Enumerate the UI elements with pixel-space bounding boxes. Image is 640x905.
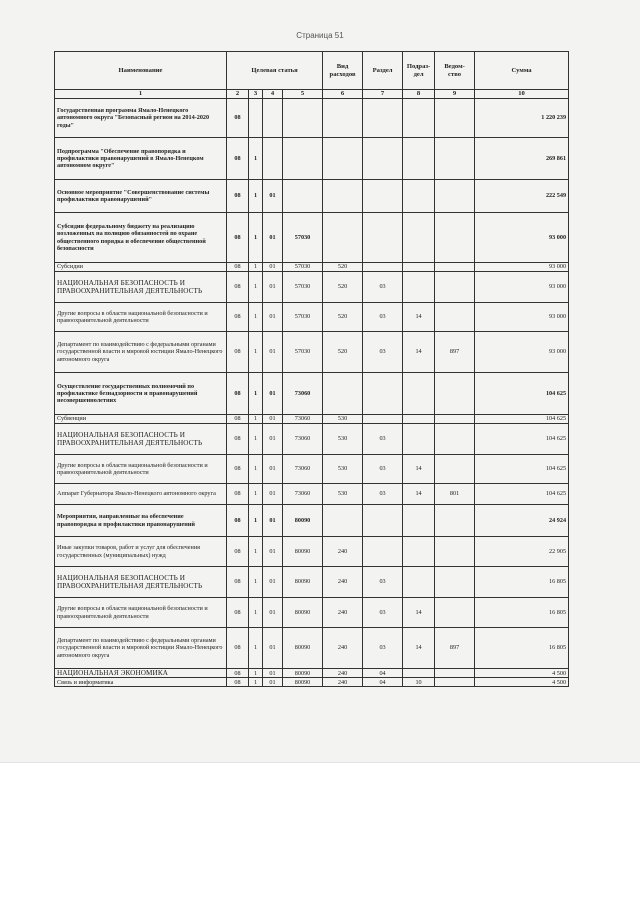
cell-department <box>435 180 475 213</box>
cell-target-program: 08 <box>227 303 249 332</box>
cell-target-subprogram: 1 <box>249 669 263 678</box>
table-row <box>55 455 569 484</box>
cell-department: 897 <box>435 628 475 669</box>
column-number-row <box>55 90 569 99</box>
cell-name: Субсидии <box>55 263 227 272</box>
cell-expense-type: 240 <box>323 669 363 678</box>
cell-subsection <box>403 99 435 138</box>
header-sum: Сумма <box>475 52 569 90</box>
cell-expense-type: 520 <box>323 263 363 272</box>
column-number: 5 <box>283 90 323 99</box>
cell-target-code: 57030 <box>283 213 323 263</box>
cell-section <box>363 373 403 415</box>
cell-target-program: 08 <box>227 180 249 213</box>
cell-expense-type: 240 <box>323 537 363 567</box>
page-number-label: Страница 51 <box>296 31 344 40</box>
cell-expense-type: 530 <box>323 484 363 505</box>
column-number: 2 <box>227 90 249 99</box>
cell-target-subprogram: 1 <box>249 598 263 628</box>
cell-department <box>435 567 475 598</box>
table-row <box>55 272 569 303</box>
cell-section: 03 <box>363 598 403 628</box>
header-name: Наименование <box>55 52 227 90</box>
table-row <box>55 303 569 332</box>
table-row <box>55 567 569 598</box>
cell-subsection: 14 <box>403 628 435 669</box>
cell-sum: 16 805 <box>475 598 569 628</box>
cell-target-subprogram <box>249 99 263 138</box>
cell-name: НАЦИОНАЛЬНАЯ БЕЗОПАСНОСТЬ И ПРАВООХРАНИТЕЛЬНАЯ ДЕЯТЕЛЬНОСТЬ <box>55 424 227 455</box>
cell-department <box>435 537 475 567</box>
table-row <box>55 99 569 138</box>
cell-sum: 93 000 <box>475 272 569 303</box>
table-row <box>55 180 569 213</box>
cell-section <box>363 537 403 567</box>
cell-department: 897 <box>435 332 475 373</box>
table-row <box>55 373 569 415</box>
cell-sum: 93 000 <box>475 213 569 263</box>
cell-target-subprogram: 1 <box>249 303 263 332</box>
cell-target-activity: 01 <box>263 180 283 213</box>
cell-expense-type <box>323 138 363 180</box>
cell-department <box>435 373 475 415</box>
cell-sum: 93 000 <box>475 263 569 272</box>
cell-subsection: 14 <box>403 598 435 628</box>
cell-target-activity: 01 <box>263 272 283 303</box>
cell-department: 801 <box>435 484 475 505</box>
cell-target-code: 80090 <box>283 628 323 669</box>
cell-target-activity: 01 <box>263 332 283 373</box>
cell-sum: 104 625 <box>475 455 569 484</box>
cell-expense-type: 520 <box>323 272 363 303</box>
cell-department <box>435 99 475 138</box>
cell-subsection <box>403 537 435 567</box>
cell-target-code: 73060 <box>283 415 323 424</box>
cell-department <box>435 303 475 332</box>
cell-department <box>435 669 475 678</box>
cell-name: Департамент по взаимодействию с федеральными органами государственной власти и мировой юстиции Ямало-Ненецкого автономного округа <box>55 628 227 669</box>
cell-target-program: 08 <box>227 628 249 669</box>
cell-target-subprogram: 1 <box>249 537 263 567</box>
cell-section <box>363 505 403 537</box>
cell-name: НАЦИОНАЛЬНАЯ БЕЗОПАСНОСТЬ И ПРАВООХРАНИТЕЛЬНАЯ ДЕЯТЕЛЬНОСТЬ <box>55 272 227 303</box>
cell-target-program: 08 <box>227 505 249 537</box>
cell-target-code: 80090 <box>283 669 323 678</box>
cell-target-program: 08 <box>227 455 249 484</box>
cell-subsection: 14 <box>403 303 435 332</box>
table-row <box>55 628 569 669</box>
cell-section <box>363 99 403 138</box>
cell-sum: 93 000 <box>475 303 569 332</box>
cell-target-activity: 01 <box>263 415 283 424</box>
cell-section <box>363 415 403 424</box>
cell-target-activity: 01 <box>263 567 283 598</box>
cell-name: Аппарат Губернатора Ямало-Ненецкого автономного округа <box>55 484 227 505</box>
cell-name: Департамент по взаимодействию с федеральными органами государственной власти и мировой юстиции Ямало-Ненецкого автономного округа <box>55 332 227 373</box>
cell-department <box>435 138 475 180</box>
cell-target-code: 80090 <box>283 678 323 687</box>
cell-name: Другие вопросы в области национальной безопасности и правоохранительной деятельности <box>55 598 227 628</box>
cell-expense-type: 530 <box>323 455 363 484</box>
column-number: 7 <box>363 90 403 99</box>
cell-name: Мероприятия, направленные на обеспечение правопорядка и профилактики правонарушений <box>55 505 227 537</box>
cell-section <box>363 263 403 272</box>
cell-sum: 24 924 <box>475 505 569 537</box>
cell-department <box>435 455 475 484</box>
cell-section: 03 <box>363 484 403 505</box>
cell-expense-type: 240 <box>323 598 363 628</box>
cell-expense-type <box>323 180 363 213</box>
cell-target-subprogram: 1 <box>249 272 263 303</box>
cell-target-subprogram: 1 <box>249 484 263 505</box>
cell-expense-type: 520 <box>323 303 363 332</box>
cell-sum: 16 805 <box>475 628 569 669</box>
cell-name: Основное мероприятие "Совершенствование системы профилактики правонарушений" <box>55 180 227 213</box>
cell-target-code <box>283 99 323 138</box>
cell-subsection: 14 <box>403 455 435 484</box>
cell-target-program: 08 <box>227 537 249 567</box>
cell-department <box>435 213 475 263</box>
cell-target-subprogram: 1 <box>249 263 263 272</box>
cell-target-program: 08 <box>227 332 249 373</box>
cell-target-activity <box>263 138 283 180</box>
cell-target-activity: 01 <box>263 484 283 505</box>
cell-sum: 16 805 <box>475 567 569 598</box>
cell-section: 04 <box>363 669 403 678</box>
cell-target-activity: 01 <box>263 213 283 263</box>
cell-target-subprogram: 1 <box>249 180 263 213</box>
table-row <box>55 263 569 272</box>
cell-section: 03 <box>363 455 403 484</box>
cell-department <box>435 415 475 424</box>
cell-target-code: 73060 <box>283 455 323 484</box>
cell-subsection <box>403 272 435 303</box>
column-number: 6 <box>323 90 363 99</box>
cell-department <box>435 505 475 537</box>
cell-section: 04 <box>363 678 403 687</box>
cell-subsection <box>403 180 435 213</box>
cell-name: Субсидии федеральному бюджету на реализацию возложенных на полицию обязанностей по охране общественного порядка и обеспечение общественной безопасности <box>55 213 227 263</box>
cell-target-subprogram: 1 <box>249 628 263 669</box>
cell-department <box>435 598 475 628</box>
cell-subsection <box>403 263 435 272</box>
cell-sum: 22 905 <box>475 537 569 567</box>
cell-target-activity <box>263 99 283 138</box>
header-expense-type: Вид расходов <box>323 52 363 90</box>
cell-target-subprogram: 1 <box>249 455 263 484</box>
header-department: Ведом- ство <box>435 52 475 90</box>
cell-target-activity: 01 <box>263 678 283 687</box>
cell-target-activity: 01 <box>263 505 283 537</box>
cell-sum: 104 625 <box>475 424 569 455</box>
cell-target-subprogram: 1 <box>249 678 263 687</box>
budget-table <box>54 51 569 687</box>
table-row <box>55 424 569 455</box>
cell-sum: 93 000 <box>475 332 569 373</box>
cell-target-activity: 01 <box>263 628 283 669</box>
cell-name: НАЦИОНАЛЬНАЯ ЭКОНОМИКА <box>55 669 227 678</box>
cell-target-code <box>283 180 323 213</box>
cell-name: Другие вопросы в области национальной безопасности и правоохранительной деятельности <box>55 303 227 332</box>
table-row <box>55 415 569 424</box>
cell-section: 03 <box>363 303 403 332</box>
table-row <box>55 537 569 567</box>
cell-name: НАЦИОНАЛЬНАЯ БЕЗОПАСНОСТЬ И ПРАВООХРАНИТЕЛЬНАЯ ДЕЯТЕЛЬНОСТЬ <box>55 567 227 598</box>
table-row <box>55 678 569 687</box>
cell-target-code: 80090 <box>283 505 323 537</box>
cell-sum: 269 861 <box>475 138 569 180</box>
cell-target-code: 57030 <box>283 303 323 332</box>
cell-target-program: 08 <box>227 213 249 263</box>
column-number: 1 <box>55 90 227 99</box>
cell-department <box>435 272 475 303</box>
cell-target-activity: 01 <box>263 424 283 455</box>
cell-subsection <box>403 415 435 424</box>
cell-target-code: 57030 <box>283 263 323 272</box>
cell-section <box>363 180 403 213</box>
cell-name: Другие вопросы в области национальной безопасности и правоохранительной деятельности <box>55 455 227 484</box>
cell-target-program: 08 <box>227 263 249 272</box>
cell-target-code <box>283 138 323 180</box>
cell-target-code: 73060 <box>283 484 323 505</box>
cell-target-subprogram: 1 <box>249 415 263 424</box>
cell-department <box>435 424 475 455</box>
cell-target-program: 08 <box>227 484 249 505</box>
cell-sum: 104 625 <box>475 484 569 505</box>
cell-target-program: 08 <box>227 138 249 180</box>
cell-target-activity: 01 <box>263 303 283 332</box>
cell-expense-type <box>323 99 363 138</box>
cell-sum: 4 500 <box>475 669 569 678</box>
cell-name: Связь и информатика <box>55 678 227 687</box>
cell-section <box>363 213 403 263</box>
cell-target-code: 80090 <box>283 567 323 598</box>
cell-name: Осуществление государственных полномочий по профилактике безнадзорности и правонарушений несовершеннолетних <box>55 373 227 415</box>
cell-name: Подпрограмма "Обеспечение правопорядка и профилактики правонарушений в Ямало-Ненецком автономном округе" <box>55 138 227 180</box>
cell-target-activity: 01 <box>263 537 283 567</box>
cell-target-program: 08 <box>227 567 249 598</box>
header-row <box>55 52 569 90</box>
table-row <box>55 213 569 263</box>
cell-target-program: 08 <box>227 424 249 455</box>
cell-expense-type <box>323 373 363 415</box>
cell-expense-type: 530 <box>323 415 363 424</box>
table-body <box>55 99 569 687</box>
cell-subsection <box>403 424 435 455</box>
cell-section <box>363 138 403 180</box>
cell-target-program: 08 <box>227 678 249 687</box>
cell-expense-type: 520 <box>323 332 363 373</box>
cell-expense-type: 240 <box>323 678 363 687</box>
cell-department <box>435 263 475 272</box>
column-number: 10 <box>475 90 569 99</box>
cell-target-program: 08 <box>227 272 249 303</box>
cell-sum: 104 625 <box>475 373 569 415</box>
cell-target-subprogram: 1 <box>249 505 263 537</box>
cell-target-subprogram: 1 <box>249 567 263 598</box>
cell-target-program: 08 <box>227 99 249 138</box>
cell-sum: 104 625 <box>475 415 569 424</box>
cell-target-subprogram: 1 <box>249 213 263 263</box>
cell-subsection <box>403 669 435 678</box>
cell-target-code: 57030 <box>283 332 323 373</box>
cell-target-program: 08 <box>227 598 249 628</box>
cell-section: 03 <box>363 424 403 455</box>
cell-subsection <box>403 138 435 180</box>
cell-target-subprogram: 1 <box>249 138 263 180</box>
cell-target-activity: 01 <box>263 598 283 628</box>
cell-target-code: 80090 <box>283 537 323 567</box>
cell-sum: 222 549 <box>475 180 569 213</box>
cell-target-subprogram: 1 <box>249 373 263 415</box>
column-number: 8 <box>403 90 435 99</box>
header-subsection: Подраз- дел <box>403 52 435 90</box>
column-number: 3 <box>249 90 263 99</box>
cell-section: 03 <box>363 567 403 598</box>
cell-subsection <box>403 373 435 415</box>
cell-expense-type: 530 <box>323 424 363 455</box>
cell-target-subprogram: 1 <box>249 332 263 373</box>
cell-expense-type: 240 <box>323 567 363 598</box>
cell-target-activity: 01 <box>263 455 283 484</box>
cell-subsection <box>403 567 435 598</box>
cell-target-activity: 01 <box>263 263 283 272</box>
header-section: Раздел <box>363 52 403 90</box>
cell-name: Иные закупки товаров, работ и услуг для обеспечения государственных (муниципальных) нужд <box>55 537 227 567</box>
cell-name: Субвенции <box>55 415 227 424</box>
cell-department <box>435 678 475 687</box>
cell-target-program: 08 <box>227 669 249 678</box>
cell-name: Государственная программа Ямало-Ненецкого автономного округа "Безопасный регион на 2014-2020 годы" <box>55 99 227 138</box>
cell-target-code: 80090 <box>283 598 323 628</box>
table-row <box>55 138 569 180</box>
table-row <box>55 598 569 628</box>
cell-subsection <box>403 213 435 263</box>
cell-target-code: 57030 <box>283 272 323 303</box>
cell-sum: 1 220 239 <box>475 99 569 138</box>
cell-subsection: 14 <box>403 332 435 373</box>
cell-expense-type: 240 <box>323 628 363 669</box>
header-target-article: Целевая статья <box>227 52 323 90</box>
table-row <box>55 332 569 373</box>
cell-subsection: 14 <box>403 484 435 505</box>
cell-section: 03 <box>363 628 403 669</box>
cell-target-subprogram: 1 <box>249 424 263 455</box>
cell-subsection <box>403 505 435 537</box>
cell-target-code: 73060 <box>283 373 323 415</box>
table-row <box>55 484 569 505</box>
cell-section: 03 <box>363 272 403 303</box>
cell-sum: 4 500 <box>475 678 569 687</box>
column-number: 9 <box>435 90 475 99</box>
cell-target-activity: 01 <box>263 669 283 678</box>
table-row <box>55 505 569 537</box>
cell-target-program: 08 <box>227 415 249 424</box>
column-number: 4 <box>263 90 283 99</box>
cell-section: 03 <box>363 332 403 373</box>
cell-target-program: 08 <box>227 373 249 415</box>
cell-target-activity: 01 <box>263 373 283 415</box>
table-row <box>55 669 569 678</box>
cell-target-code: 73060 <box>283 424 323 455</box>
cell-expense-type <box>323 213 363 263</box>
cell-subsection: 10 <box>403 678 435 687</box>
cell-expense-type <box>323 505 363 537</box>
